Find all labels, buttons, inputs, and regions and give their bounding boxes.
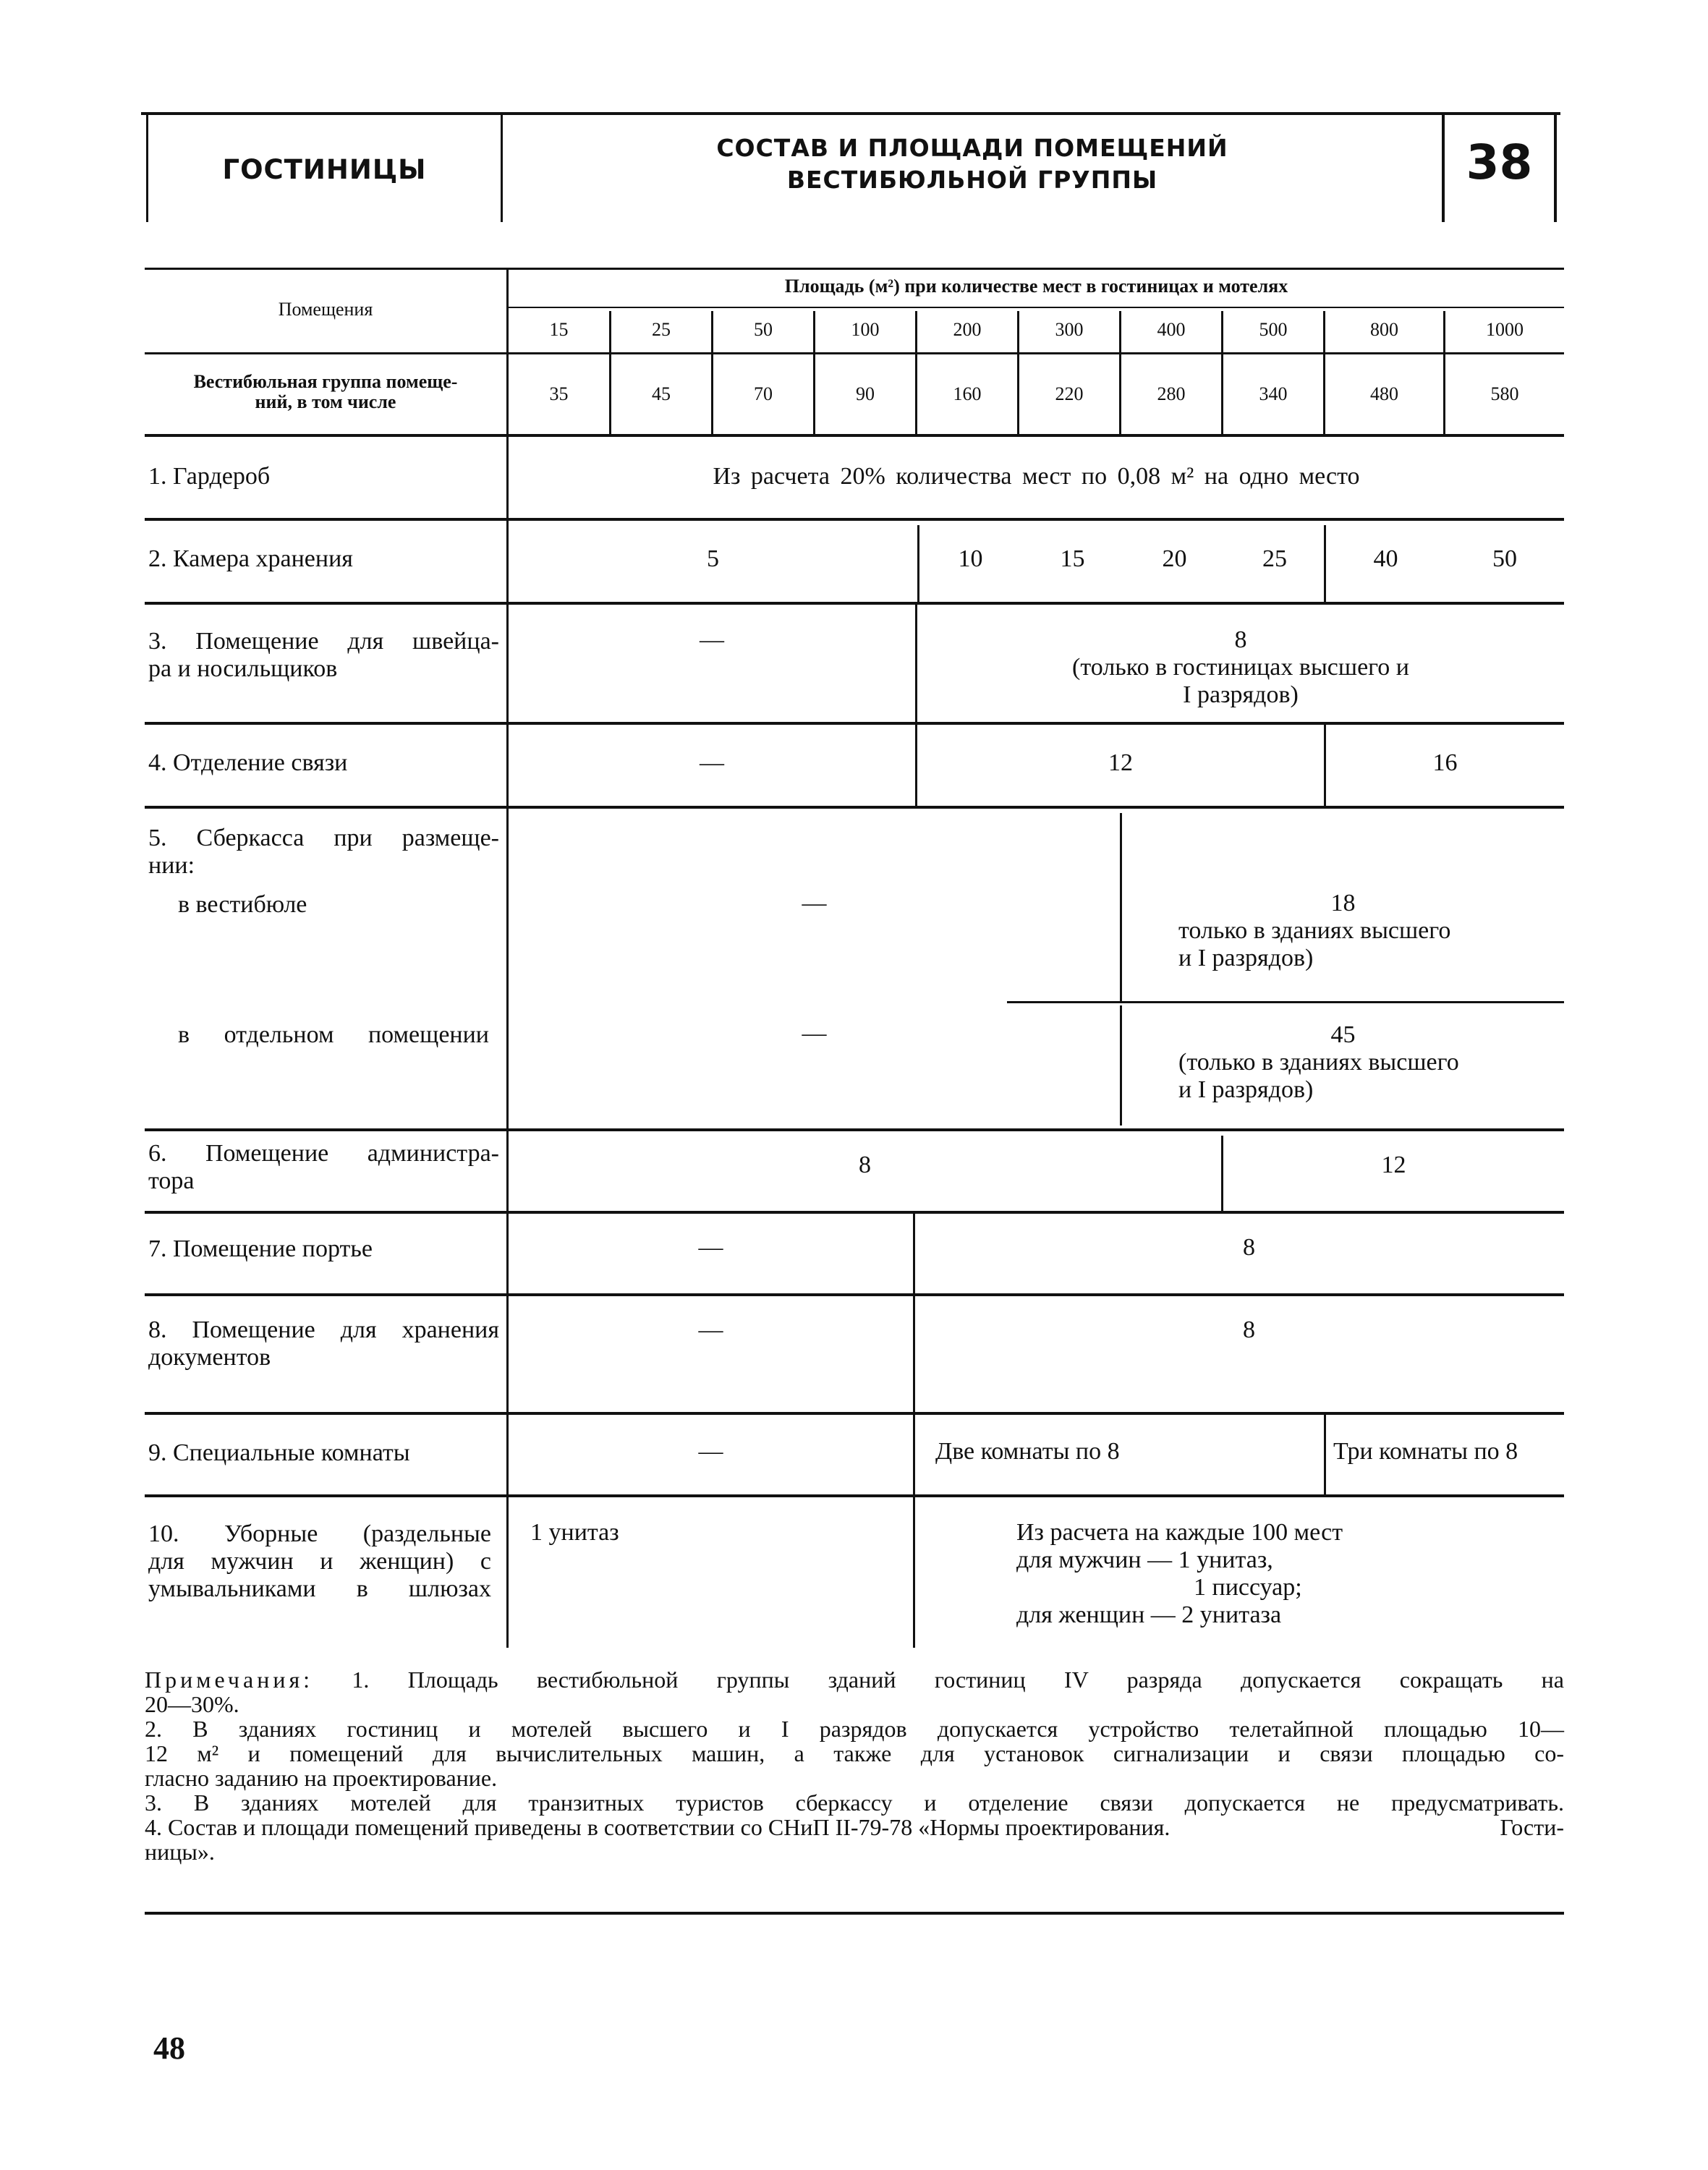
- row-5-dash: —: [802, 890, 827, 916]
- capacity-cell: 400: [1157, 319, 1186, 340]
- row-7-label: 7. Помещение портье: [148, 1235, 373, 1262]
- header-bottom-rule: [145, 352, 1564, 354]
- note-4-line-a: [145, 1815, 1564, 1839]
- row-10-value-b: [1016, 1519, 1450, 1629]
- row-3-label-line-1: 3. Помещение для швейца-: [148, 628, 499, 655]
- capacity-cell: 200: [953, 319, 982, 340]
- area-header-rule: [509, 307, 1564, 308]
- total-cell: 45: [652, 383, 671, 404]
- row-rule: [145, 1211, 1564, 1214]
- row-10-label-line-3: умывальниками в шлюзах: [148, 1575, 491, 1602]
- capacity-cell: 1000: [1486, 319, 1524, 340]
- row-2-value-a: 5: [707, 545, 719, 572]
- row-divider: [913, 1497, 915, 1648]
- notes-block: [145, 1667, 1564, 1864]
- row-3-label-line-2: ра и носильщиков: [148, 655, 338, 682]
- row-5b-value-number: 45: [1330, 1021, 1356, 1048]
- row-5b-value-note-2: и I разрядов): [1178, 1076, 1314, 1103]
- total-cell: 90: [856, 383, 875, 404]
- row-2-value-c: 50: [1492, 545, 1517, 572]
- header-right-rule: [1554, 115, 1557, 222]
- header-title-line-2: ВЕСТИБЮЛЬНОЙ ГРУППЫ: [786, 166, 1158, 194]
- row-2-label: 2. Камера хранения: [148, 545, 353, 572]
- note-2-line-b: 12 м² и помещений для вычислительных машин, а также для установок сигнализации и связи площадью со-: [145, 1740, 1564, 1766]
- row-8-value: 8: [1243, 1316, 1255, 1343]
- row-rule: [145, 722, 1564, 725]
- row-1-label: 1. Гардероб: [148, 463, 271, 490]
- row-2-value-b: 10: [958, 545, 983, 572]
- totals-row-label: [148, 372, 503, 412]
- header-title-line-1: СОСТАВ И ПЛОЩАДИ ПОМЕЩЕНИЙ: [716, 134, 1228, 162]
- capacity-cell: 100: [851, 319, 880, 340]
- capacity-cell: 800: [1370, 319, 1398, 340]
- row-5b-value: [1122, 1021, 1564, 1104]
- note-2-line-c: гласно заданию на проектирование.: [145, 1765, 498, 1791]
- row-3-value-note-1: (только в гостиницах высшего и: [1072, 654, 1409, 681]
- capacity-cell: 300: [1055, 319, 1084, 340]
- row-divider: [1324, 1415, 1326, 1494]
- total-cell: 280: [1157, 383, 1186, 404]
- row-5-value-number: 18: [1330, 890, 1356, 916]
- row-3-label: [148, 628, 499, 683]
- row-divider: [506, 1497, 509, 1648]
- header-top-rule: [141, 112, 1560, 115]
- row-8-label-line-2: документов: [148, 1344, 271, 1371]
- row-5b-dash: —: [802, 1020, 827, 1047]
- row-7-value: 8: [1243, 1234, 1255, 1261]
- total-cell: 160: [953, 383, 982, 404]
- row-6-value-b: 12: [1381, 1152, 1406, 1178]
- row-10-value-line-3: 1 писсуар;: [1194, 1574, 1302, 1601]
- row-5-label-line-2: нии:: [148, 852, 195, 879]
- row-2-value-b: 25: [1262, 545, 1287, 572]
- total-cell: 35: [549, 383, 569, 404]
- note-3: 3. В зданиях мотелей для транзитных туристов сберкассу и отделение связи допускается не предусматривать.: [145, 1790, 1564, 1816]
- capacity-cell: 500: [1259, 319, 1288, 340]
- row-6-label: [148, 1140, 499, 1195]
- row-2-value-c: 40: [1373, 545, 1398, 572]
- row-rule: [145, 518, 1564, 521]
- capacity-cell: 15: [549, 319, 569, 340]
- row-8-dash: —: [698, 1316, 723, 1343]
- total-cell: 480: [1370, 383, 1398, 404]
- row-10-label: [148, 1520, 491, 1603]
- row-divider: [506, 1296, 509, 1412]
- row-2-value-b: 20: [1162, 545, 1187, 572]
- row-rule: [145, 434, 1564, 437]
- row-10-value-line-1: Из расчета на каждые 100 мест: [1016, 1519, 1343, 1546]
- table-top-rule: [145, 268, 1564, 270]
- row-divider: [506, 605, 509, 722]
- row-5-value: [1122, 890, 1564, 972]
- row-8-label: [148, 1316, 499, 1371]
- row-3-dash: —: [700, 626, 724, 653]
- row-5-value-note-1: только в зданиях высшего: [1178, 917, 1451, 944]
- row-5-sub-separate-room: в отдельном помещении: [178, 1021, 489, 1048]
- row-10-value-line-2: для мужчин — 1 унитаз,: [1016, 1546, 1273, 1573]
- row-4-dash: —: [700, 749, 724, 776]
- row-rule: [145, 1494, 1564, 1497]
- note-4-text: 4. Состав и площади помещений приведены в соответствии со СНиП II-79-78 «Нормы проектирования.: [145, 1814, 1170, 1840]
- rooms-column-header: Помещения: [278, 299, 373, 320]
- capacity-cell: 50: [754, 319, 773, 340]
- row-rule: [145, 602, 1564, 605]
- row-9-value-b: Две комнаты по 8: [935, 1438, 1120, 1465]
- row-rule: [145, 1412, 1564, 1415]
- capacity-cell: 25: [652, 319, 671, 340]
- row-9-label: 9. Специальные комнаты: [148, 1439, 410, 1466]
- area-column-header: Площадь (м²) при количестве мест в гостиницах и мотелях: [784, 276, 1288, 297]
- row-rule: [145, 1128, 1564, 1131]
- row-rule: [145, 1293, 1564, 1296]
- total-cell: 580: [1490, 383, 1519, 404]
- row-6-label-line-1: 6. Помещение администра-: [148, 1140, 499, 1167]
- row-5-label-line-1: 5. Сберкасса при размеще-: [148, 825, 499, 851]
- page-number: 48: [153, 2030, 185, 2066]
- row-divider: [913, 1214, 915, 1293]
- header-section-label: ГОСТИНИЦЫ: [222, 154, 427, 185]
- total-cell: 340: [1259, 383, 1288, 404]
- total-cell: 70: [754, 383, 773, 404]
- row-5-sub-vestibule: в вестибюле: [178, 891, 307, 918]
- note-4-line-b: ницы».: [145, 1839, 215, 1865]
- row-5-label: [148, 825, 499, 880]
- note-1-line-b: 20—30%.: [145, 1691, 239, 1717]
- totals-label-line-2: ний, в том числе: [255, 391, 396, 412]
- row-5b-value-note-1: (только в зданиях высшего: [1178, 1049, 1459, 1076]
- page-table-number: 38: [1466, 135, 1533, 190]
- row-10-value-a: 1 унитаз: [530, 1519, 619, 1546]
- note-4-hyphen-part: Гости-: [1500, 1814, 1564, 1840]
- row-3-value-number: 8: [1234, 626, 1247, 653]
- row-4-label: 4. Отделение связи: [148, 749, 348, 776]
- row-10-label-line-1: 10. Уборные (раздельные: [148, 1520, 491, 1547]
- row-9-value-c: Три комнаты по 8: [1333, 1438, 1518, 1465]
- row-2-value-b: 15: [1060, 545, 1085, 572]
- row-6-label-line-2: тора: [148, 1167, 195, 1194]
- row-divider: [913, 1415, 915, 1494]
- row-3-value: [917, 626, 1564, 709]
- note-2-line-a: 2. В зданиях гостиниц и мотелей высшего и I разрядов допускается устройство телетайпной площадью 10—: [145, 1716, 1564, 1742]
- row-rule-partial: [1007, 1001, 1564, 1003]
- row-divider: [506, 809, 509, 1134]
- row-10-label-line-2: для мужчин и женщин) с: [148, 1548, 491, 1575]
- row-9-dash: —: [698, 1438, 723, 1465]
- row-7-dash: —: [698, 1234, 723, 1261]
- row-6-value-a: 8: [859, 1152, 871, 1178]
- row-8-label-line-1: 8. Помещение для хранения: [148, 1316, 499, 1343]
- note-1-text: 1. Площадь вестибюльной группы зданий гостиниц IV разряда допускается сокращать на: [352, 1667, 1565, 1693]
- row-4-value-c: 16: [1432, 749, 1458, 776]
- row-4-value-b: 12: [1108, 749, 1133, 776]
- notes-prefix: Примечания:: [145, 1667, 314, 1693]
- notes-bottom-rule: [145, 1912, 1564, 1915]
- row-divider: [913, 1296, 915, 1412]
- row-5-value-note-2: и I разрядов): [1178, 945, 1314, 971]
- total-cell: 220: [1055, 383, 1084, 404]
- header-title: [503, 132, 1442, 196]
- row-3-value-note-2: I разрядов): [1183, 681, 1299, 708]
- row-rule: [145, 806, 1564, 809]
- note-1-line-a: [145, 1667, 1564, 1692]
- row-1-value: Из расчета 20% количества мест по 0,08 м² на одно место: [713, 463, 1360, 490]
- row-10-value-line-4: для женщин — 2 унитаза: [1016, 1601, 1282, 1628]
- totals-label-line-1: Вестибюльная группа помеще-: [193, 371, 458, 392]
